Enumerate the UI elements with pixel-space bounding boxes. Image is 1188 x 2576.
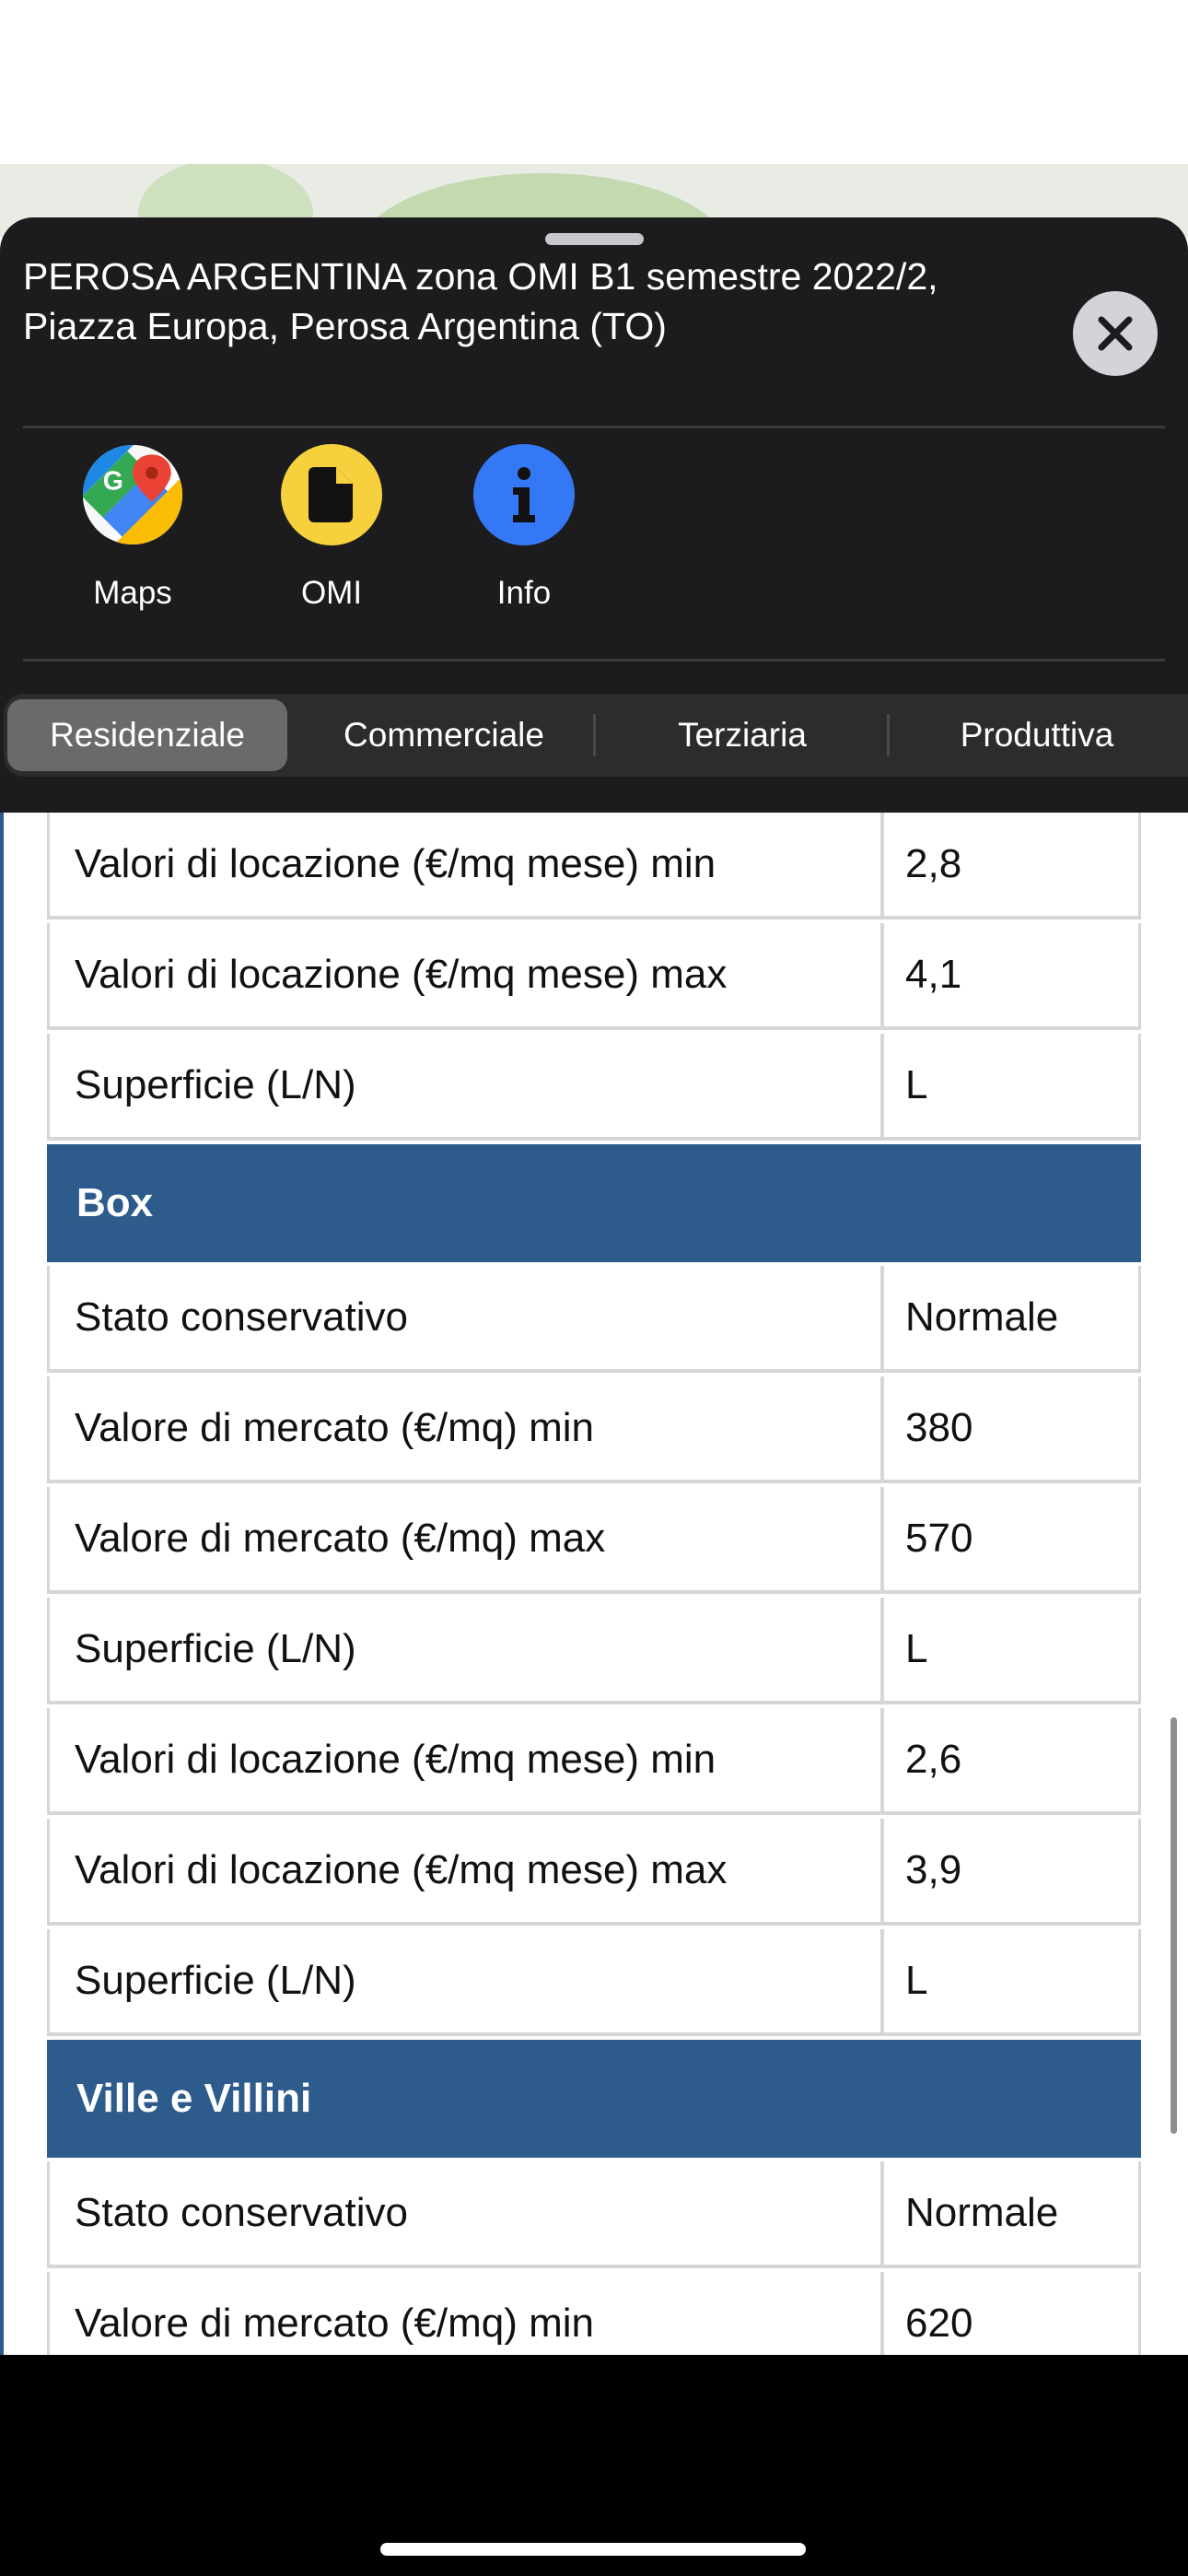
omi-label: OMI	[300, 575, 363, 611]
maps-label: Maps	[93, 575, 172, 611]
maps-action[interactable]	[41, 444, 225, 612]
tab-residenziale[interactable]: Residenziale	[7, 699, 287, 771]
row-key: Superficie (L/N)	[47, 1034, 884, 1141]
table-row	[47, 1376, 1141, 1487]
scroll-indicator[interactable]	[1171, 1717, 1177, 2134]
row-value: 2,6	[884, 1708, 1141, 1815]
table-row	[47, 2161, 1141, 2272]
document-icon	[281, 444, 382, 545]
table-row	[47, 1929, 1141, 2040]
row-value: 3,9	[884, 1819, 1141, 1926]
row-value: L	[884, 1034, 1141, 1141]
home-indicator[interactable]	[380, 2543, 806, 2556]
row-key: Valore di mercato (€/mq) min	[47, 2272, 884, 2355]
table-frame-edge	[0, 813, 4, 2355]
row-key: Valori di locazione (€/mq mese) min	[47, 813, 884, 919]
info-icon	[473, 444, 575, 545]
info-label: Info	[496, 575, 552, 611]
close-icon	[1096, 314, 1135, 353]
row-value: 4,1	[884, 923, 1141, 1030]
row-key: Valori di locazione (€/mq mese) max	[47, 923, 884, 1030]
row-value: 570	[884, 1487, 1141, 1594]
table-row	[47, 1487, 1141, 1598]
section-header-box: Box	[47, 1144, 1141, 1262]
row-value: L	[884, 1929, 1141, 2036]
table-row	[47, 1708, 1141, 1819]
table-row	[47, 1266, 1141, 1376]
row-value: Normale	[884, 2161, 1141, 2268]
tab-commerciale[interactable]: Commerciale	[344, 716, 544, 754]
table-row	[47, 1034, 1141, 1144]
svg-text:G: G	[102, 466, 123, 497]
action-buttons	[0, 444, 1188, 647]
values-table-view[interactable]	[0, 813, 1188, 2355]
table-row	[47, 923, 1141, 1034]
tab-produttiva[interactable]: Produttiva	[960, 716, 1114, 754]
row-value: 2,8	[884, 813, 1141, 919]
divider	[23, 426, 1165, 428]
section-header-ville-e-villini: Ville e Villini	[47, 2040, 1141, 2158]
table-row	[47, 1598, 1141, 1708]
row-value: Normale	[884, 1266, 1141, 1373]
omi-action[interactable]	[239, 444, 424, 612]
row-value: L	[884, 1598, 1141, 1704]
row-key: Valore di mercato (€/mq) min	[47, 1376, 884, 1483]
row-value: 380	[884, 1376, 1141, 1483]
status-bar	[0, 0, 1188, 164]
info-action[interactable]	[432, 444, 616, 612]
row-key: Stato conservativo	[47, 2161, 884, 2268]
row-key: Stato conservativo	[47, 1266, 884, 1373]
category-tabs	[4, 694, 1188, 777]
values-table	[47, 813, 1141, 2355]
row-key: Valori di locazione (€/mq mese) min	[47, 1708, 884, 1815]
divider	[23, 659, 1165, 662]
row-key: Valore di mercato (€/mq) max	[47, 1487, 884, 1594]
row-key: Superficie (L/N)	[47, 1598, 884, 1704]
google-maps-icon	[82, 444, 183, 545]
table-row	[47, 2272, 1141, 2355]
table-row	[47, 813, 1141, 923]
close-button[interactable]	[1073, 291, 1158, 376]
place-title: PEROSA ARGENTINA zona OMI B1 semestre 2022/2, Piazza Europa, Perosa Argentina (TO)	[23, 255, 938, 347]
row-value: 620	[884, 2272, 1141, 2355]
sheet-grabber[interactable]	[545, 233, 644, 245]
table-row	[47, 1819, 1141, 1929]
row-key: Valori di locazione (€/mq mese) max	[47, 1819, 884, 1926]
tab-terziaria[interactable]: Terziaria	[678, 716, 807, 754]
row-key: Superficie (L/N)	[47, 1929, 884, 2036]
